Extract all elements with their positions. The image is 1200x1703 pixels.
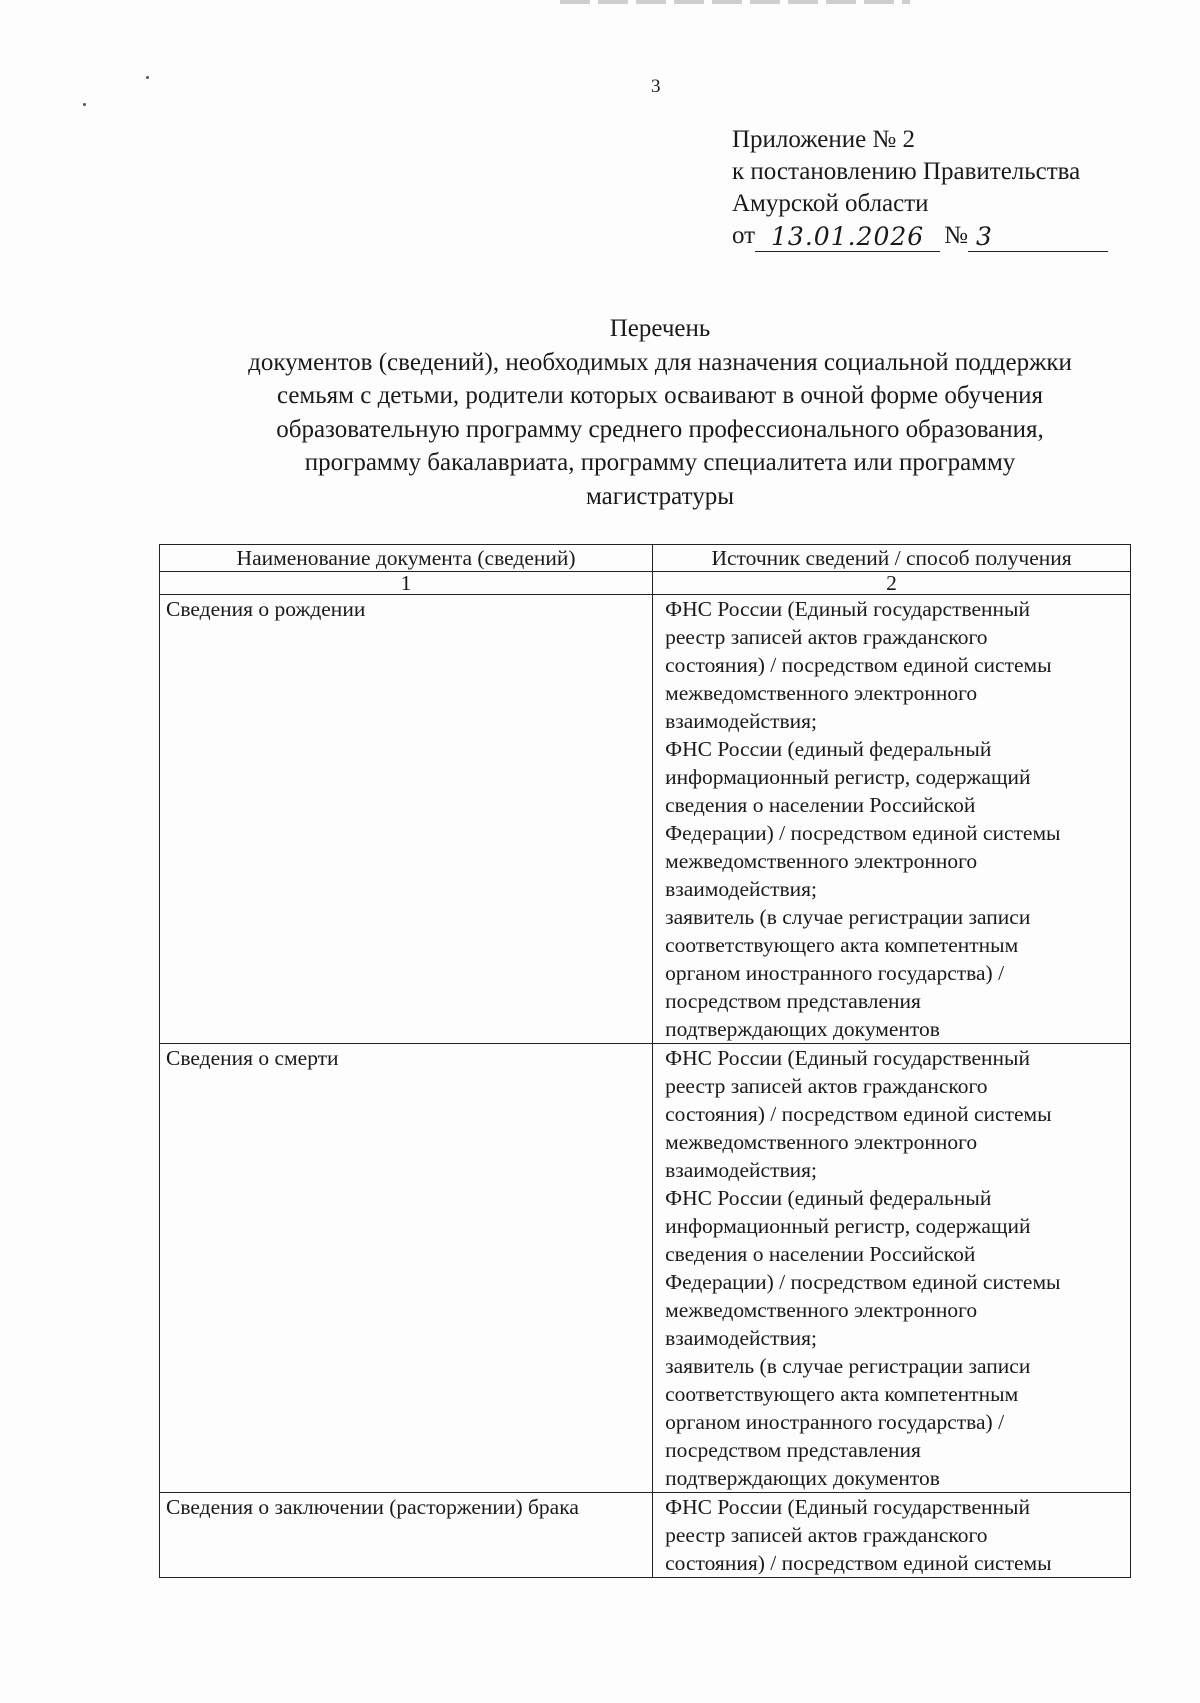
table-column-numbers-row xyxy=(160,572,1131,595)
source-line: посредством представления xyxy=(665,1438,921,1462)
source-line: ФНС России (единый федеральный xyxy=(665,1186,992,1210)
source-line: межведомственного электронного xyxy=(665,681,978,705)
documents-table xyxy=(159,544,1131,1578)
source-line: ФНС России (Единый государственный xyxy=(665,1046,1031,1070)
source-line: информационный регистр, содержащий xyxy=(665,1214,1031,1238)
source-line: подтверждающих документов xyxy=(665,1017,940,1041)
source-line: ФНС России (Единый государственный xyxy=(665,597,1031,621)
source-cell xyxy=(653,1044,1131,1493)
scan-artifact xyxy=(560,0,910,4)
source-line: состояния) / посредством единой системы xyxy=(665,1102,1052,1126)
header-document-name: Наименование документа (сведений) xyxy=(160,545,653,572)
source-line: соответствующего акта компетентным xyxy=(665,933,1019,957)
source-line: состояния) / посредством единой системы xyxy=(665,1551,1052,1575)
source-line: ФНС России (единый федеральный xyxy=(665,737,992,761)
appendix-date-number xyxy=(732,220,1108,252)
source-line: ФНС России (Единый государственный xyxy=(665,1495,1031,1519)
source-line: межведомственного электронного xyxy=(665,1130,978,1154)
source-line: посредством представления xyxy=(665,989,921,1013)
table-row xyxy=(160,1044,1131,1493)
source-line: реестр записей актов гражданского xyxy=(665,1523,988,1547)
appendix-region: Амурской области xyxy=(732,190,929,217)
document-name-cell: Сведения о заключении (расторжении) брака xyxy=(160,1493,653,1578)
source-cell xyxy=(653,595,1131,1044)
source-line: взаимодействия; xyxy=(665,877,817,901)
source-line: реестр записей актов гражданского xyxy=(665,625,988,649)
source-line: межведомственного электронного xyxy=(665,1298,978,1322)
handwritten-date: 13.01.2026 xyxy=(755,223,940,252)
appendix-reference: к постановлению Правительства xyxy=(732,158,1081,185)
handwritten-number: 3 xyxy=(968,223,1108,252)
column-number: 2 xyxy=(653,572,1131,595)
appendix-block xyxy=(732,124,1108,252)
source-line: органом иностранного государства) / xyxy=(665,1410,1005,1434)
source-line: Федерации) / посредством единой системы xyxy=(665,1270,1061,1294)
title-line: документов (сведений), необходимых для назначения социальной поддержки xyxy=(248,348,1072,376)
title-line: программу бакалавриата, программу специалитета или программу xyxy=(304,449,1016,476)
source-line: соответствующего акта компетентным xyxy=(665,1382,1019,1406)
source-line: состояния) / посредством единой системы xyxy=(665,653,1052,677)
title-line: Перечень xyxy=(609,315,711,342)
source-line: информационный регистр, содержащий xyxy=(665,765,1031,789)
source-line: сведения о населении Российской xyxy=(665,1242,976,1266)
document-title xyxy=(140,312,1180,513)
table-row xyxy=(160,1493,1131,1578)
title-line: магистратуры xyxy=(585,482,735,510)
title-line: семьям с детьми, родители которых осваивают в очной форме обучения xyxy=(276,382,1044,409)
source-line: заявитель (в случае регистрации записи xyxy=(665,905,1031,929)
number-prefix: № xyxy=(944,222,968,249)
document-name-cell: Сведения о смерти xyxy=(160,1044,653,1493)
table-header-row xyxy=(160,545,1131,572)
source-line: органом иностранного государства) / xyxy=(665,961,1005,985)
source-line: подтверждающих документов xyxy=(665,1466,940,1490)
title-line: образовательную программу среднего профессионального образования, xyxy=(276,415,1044,443)
source-cell xyxy=(653,1493,1131,1578)
date-prefix: от xyxy=(732,222,756,249)
source-line: реестр записей актов гражданского xyxy=(665,1074,988,1098)
source-line: взаимодействия; xyxy=(665,1326,817,1350)
source-line: сведения о населении Российской xyxy=(665,793,976,817)
document-name-cell: Сведения о рождении xyxy=(160,595,653,1044)
column-number: 1 xyxy=(160,572,653,595)
source-line: Федерации) / посредством единой системы xyxy=(665,821,1061,845)
source-line: взаимодействия; xyxy=(665,1158,817,1182)
table-row xyxy=(160,595,1131,1044)
source-line: взаимодействия; xyxy=(665,709,817,733)
scan-speck xyxy=(83,103,86,106)
header-source: Источник сведений / способ получения xyxy=(653,545,1131,572)
source-line: межведомственного электронного xyxy=(665,849,978,873)
page-number: 3 xyxy=(651,76,661,97)
scan-speck xyxy=(146,76,149,79)
source-line: заявитель (в случае регистрации записи xyxy=(665,1354,1031,1378)
appendix-title: Приложение № 2 xyxy=(732,126,916,153)
